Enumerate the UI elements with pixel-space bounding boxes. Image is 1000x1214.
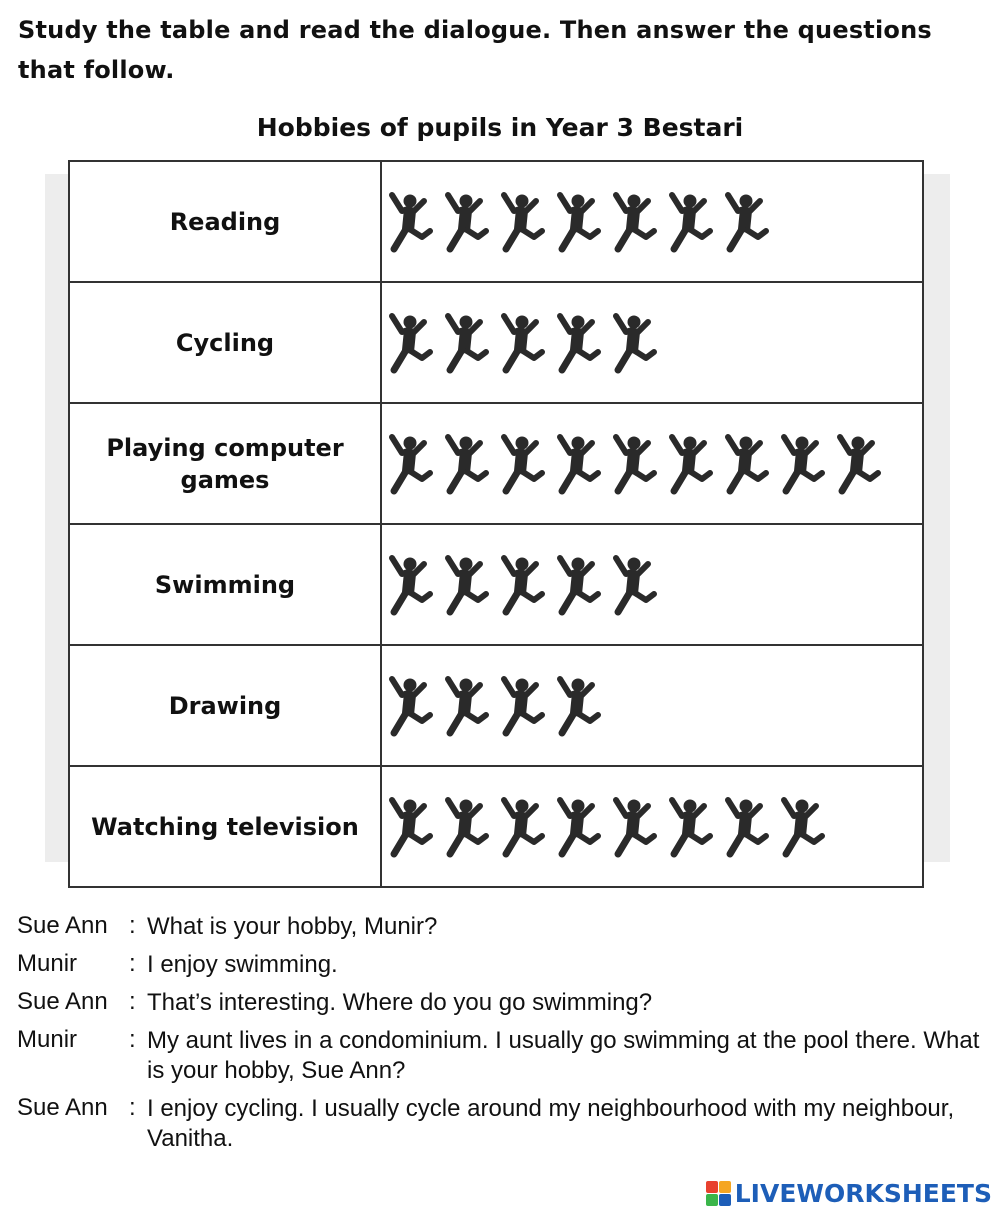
dialogue-line [17,1026,987,1086]
speech-text: What is your hobby, Munir? [147,913,438,940]
speaker-colon: : [129,1094,136,1121]
hobby-icons-cell [381,645,923,766]
child-figure-icon [550,189,606,255]
dialogue [17,912,987,1162]
child-figure-icon [382,189,438,255]
hobby-icons-cell [381,524,923,645]
child-figure-icon [606,310,662,376]
hobby-row [69,524,923,645]
hobby-icons-cell [381,766,923,887]
speaker-name: Sue Ann [17,1094,108,1121]
speaker-colon: : [129,912,136,939]
speech-text: I enjoy cycling. I usually cycle around my neighbourhood with my neighbour, Vanitha. [147,1095,955,1152]
hobby-icons-cell [381,161,923,282]
child-figure-icon [494,673,550,739]
child-figure-icon [382,431,438,497]
child-figure-icon [382,794,438,860]
hobby-label: Watching television [69,766,381,887]
child-figure-icon [718,794,774,860]
speaker-colon: : [129,1026,136,1053]
child-figure-icon [550,794,606,860]
child-figure-icon [606,189,662,255]
speaker-colon: : [129,988,136,1015]
child-figure-icon [494,189,550,255]
child-figure-icon [606,794,662,860]
child-figure-icon [494,794,550,860]
child-figure-icon [438,794,494,860]
child-figure-icon [606,552,662,618]
child-figure-icon [550,552,606,618]
logo-mark-icon [706,1181,731,1206]
dialogue-line [17,988,987,1018]
child-figure-icon [438,431,494,497]
speaker-name: Munir [17,950,78,977]
hobby-row [69,403,923,524]
child-figure-icon [494,310,550,376]
speaker-colon: : [129,950,136,977]
speaker-name: Munir [17,1026,78,1053]
logo-square [719,1181,731,1193]
speech-text: My aunt lives in a condominium. I usually go swimming at the pool there. What is your hobby, Sue Ann? [147,1027,980,1084]
child-figure-icon [382,673,438,739]
child-figure-icon [550,310,606,376]
child-figure-icon [662,794,718,860]
logo-square [706,1194,718,1206]
child-figure-icon [606,431,662,497]
logo-text: LIVEWORKSHEETS [734,1179,992,1208]
child-figure-icon [718,189,774,255]
child-figure-icon [382,552,438,618]
hobby-row [69,282,923,403]
child-figure-icon [438,310,494,376]
child-figure-icon [550,673,606,739]
child-figure-icon [774,431,830,497]
hobby-row [69,645,923,766]
hobby-icons-cell [381,403,923,524]
child-figure-icon [830,431,886,497]
dialogue-line [17,912,987,942]
hobby-row [69,766,923,887]
table-title: Hobbies of pupils in Year 3 Bestari [256,113,744,142]
dialogue-line [17,1094,987,1154]
child-figure-icon [382,310,438,376]
child-figure-icon [494,552,550,618]
hobby-row [69,161,923,282]
child-figure-icon [438,189,494,255]
hobby-label: Playing computer games [69,403,381,524]
speech-text: I enjoy swimming. [147,951,338,978]
logo-square [706,1181,718,1193]
speaker-name: Sue Ann [17,912,108,939]
dialogue-line [17,950,987,980]
child-figure-icon [494,431,550,497]
hobby-icons-cell [381,282,923,403]
liveworksheets-logo [706,1179,992,1208]
child-figure-icon [438,552,494,618]
speech-text: That’s interesting. Where do you go swimming? [147,989,653,1016]
pictograph-table [68,160,924,888]
child-figure-icon [662,431,718,497]
instruction-text: Study the table and read the dialogue. Then answer the questions that follow. [18,16,932,84]
hobby-label: Swimming [69,524,381,645]
child-figure-icon [662,189,718,255]
child-figure-icon [718,431,774,497]
hobby-label: Drawing [69,645,381,766]
child-figure-icon [438,673,494,739]
logo-square [719,1194,731,1206]
hobby-label: Reading [69,161,381,282]
hobby-label: Cycling [69,282,381,403]
speaker-name: Sue Ann [17,988,108,1015]
child-figure-icon [774,794,830,860]
child-figure-icon [550,431,606,497]
